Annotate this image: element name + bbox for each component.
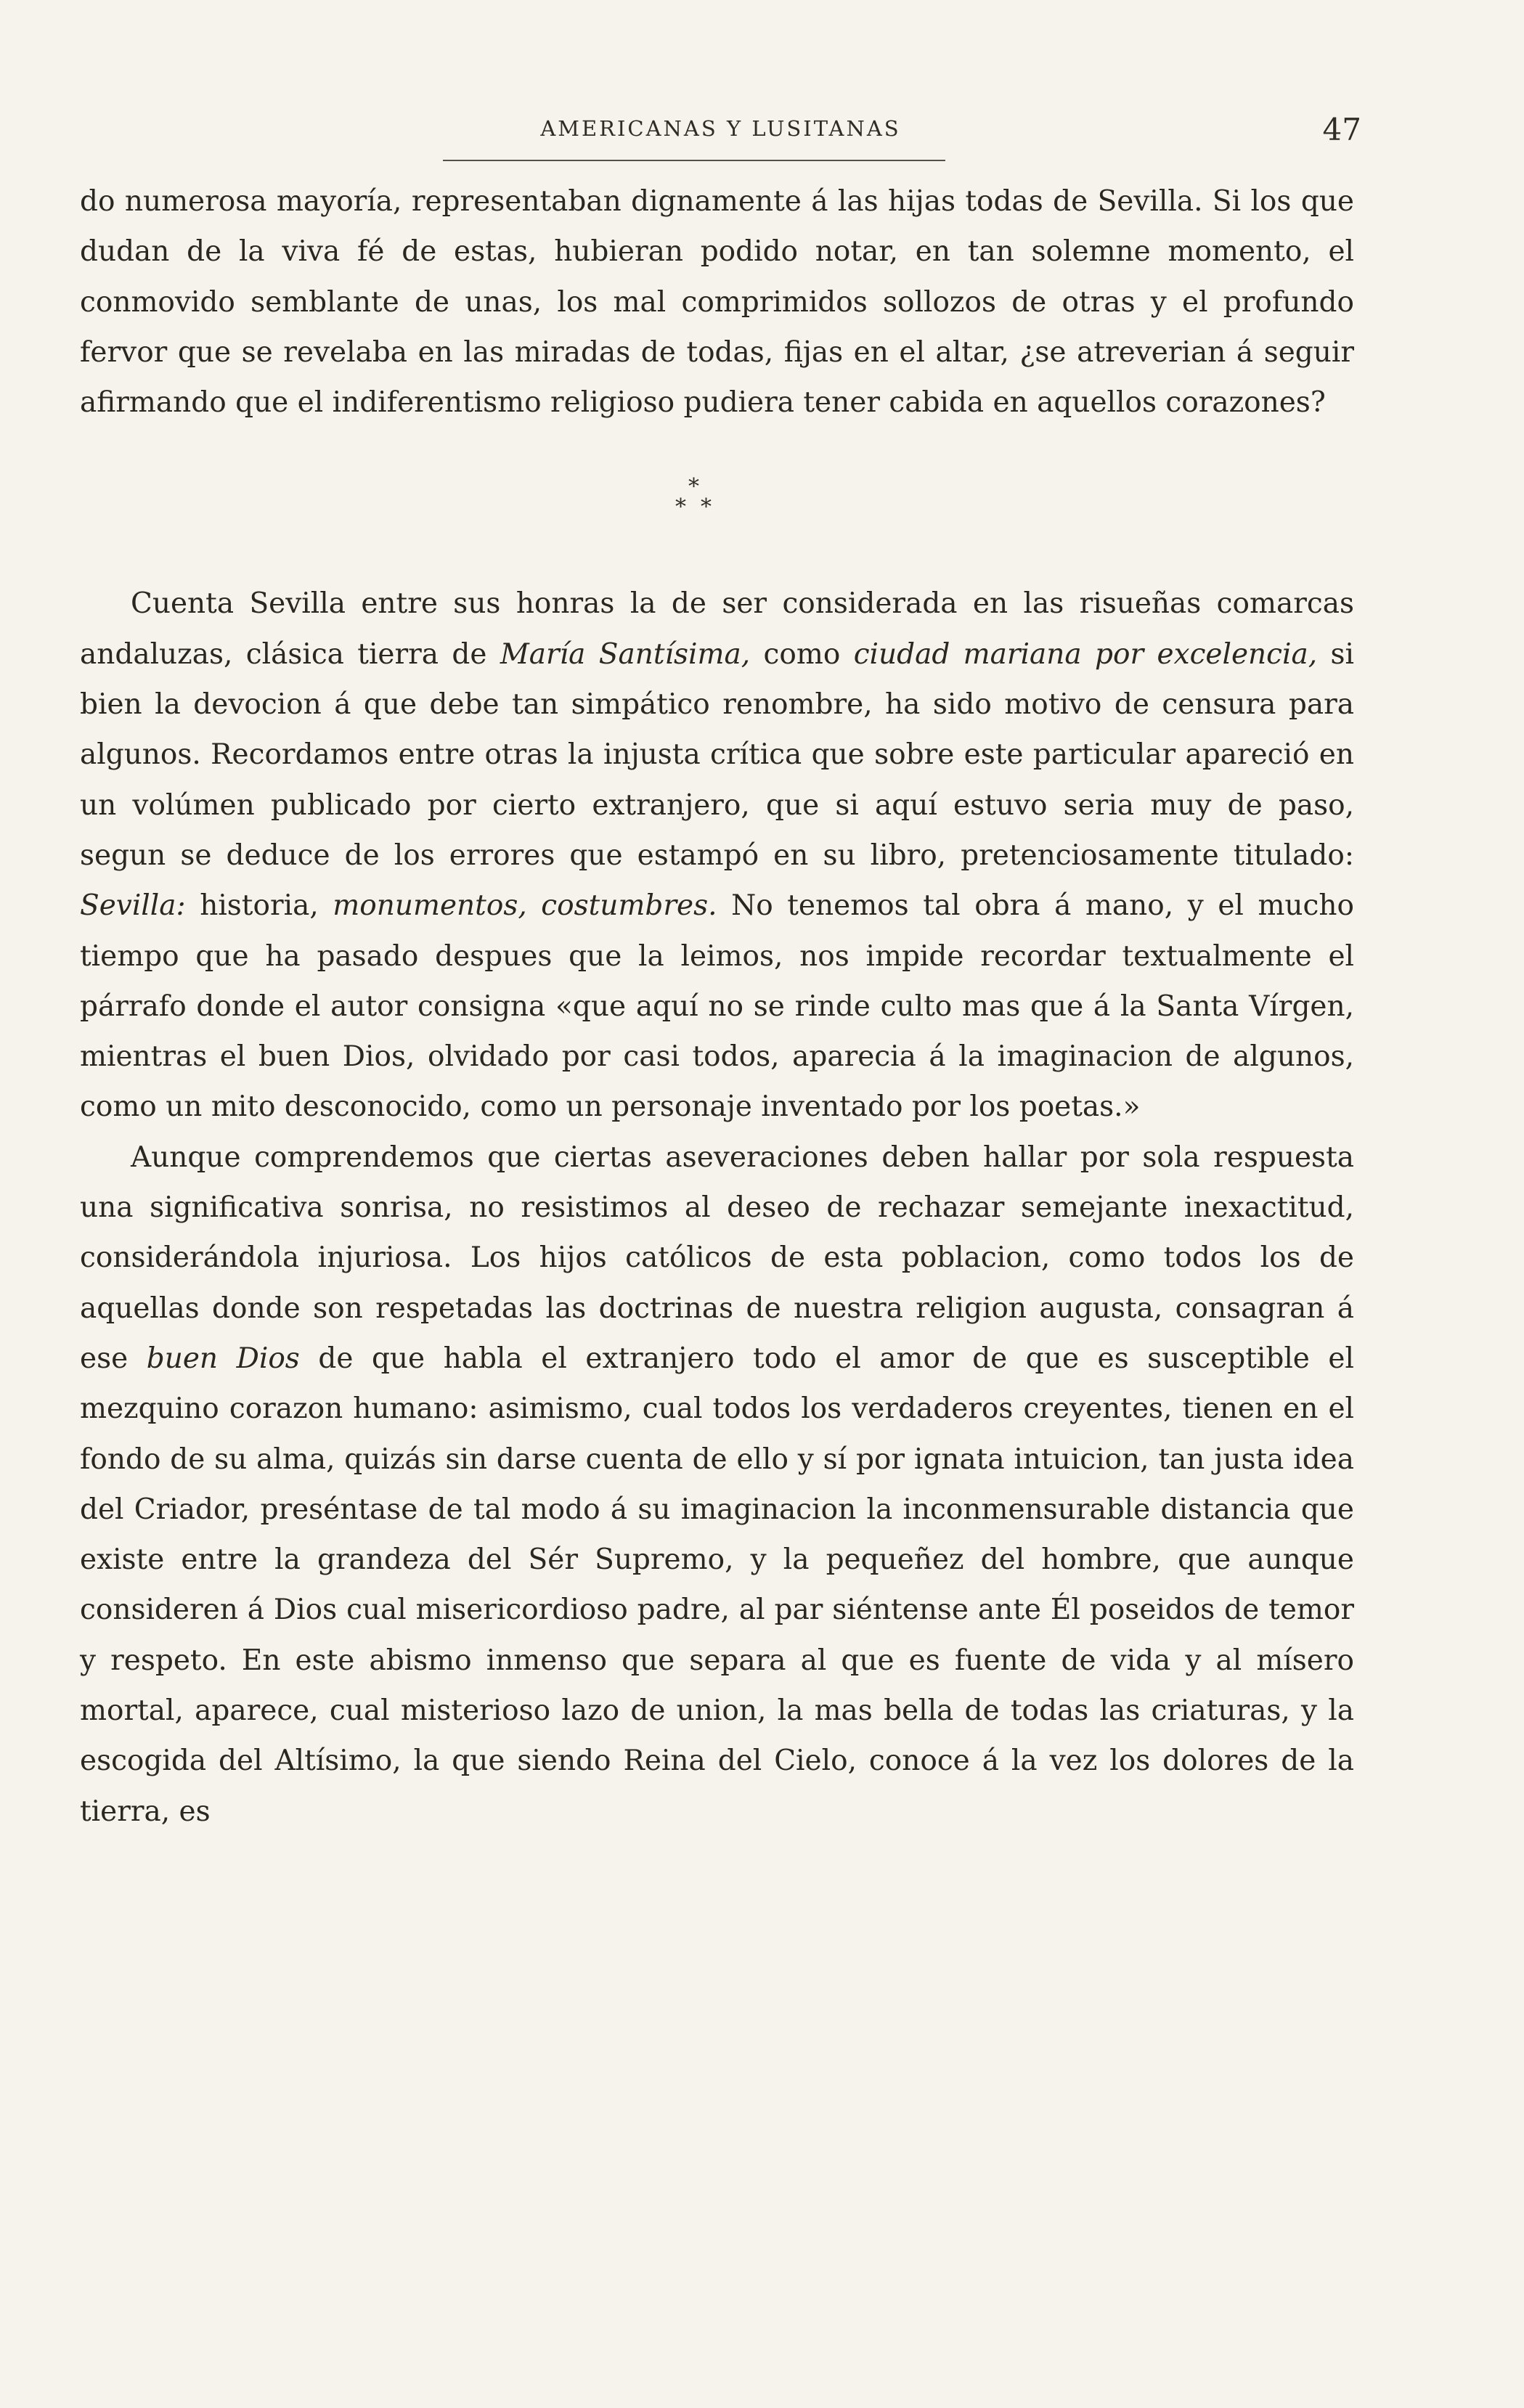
asterism-star: * [688, 474, 699, 500]
paragraph-text: Cuenta Sevilla entre sus honras la de ser considerada en las risueñas comarcas andaluzas, clásica tierra de [80, 587, 1354, 671]
paragraph-sevilla-honras [80, 579, 1354, 1132]
paragraph-text: Aunque comprendemos que ciertas aseveraciones deben hallar por sola respuesta una significativa sonrisa, no resistimos al deseo de rechazar semejante inexactitud, considerándola injuriosa. Los hijos católicos de esta poblacion, como todos los de aquellas donde son respetadas las doctrinas de nuestra religion augusta, consagran á ese [80, 1140, 1354, 1375]
paragraph-text: como [750, 637, 854, 671]
paragraph-aunque [80, 1132, 1354, 1837]
asterism-star: * [701, 494, 712, 521]
paragraph-text: historia, [185, 889, 333, 923]
page-header [80, 112, 1361, 160]
italic-phrase: buen Dios [146, 1342, 300, 1375]
italic-phrase: ciudad mariana por excelencia, [853, 637, 1318, 671]
paragraph-text: No tenemos tal obra á mano, y el mucho tiempo que ha pasado despues que la leimos, nos impide recordar textualmente el párrafo donde el autor consigna «que aquí no se rinde culto mas que á la Santa Vírgen, mientras el buen Dios, olvidado por casi todos, aparecia á la imaginacion de algunos, como un mito desconocido, como un personaje inventado por los poetas.» [80, 889, 1354, 1124]
book-title-italic: monumentos, costumbres. [333, 889, 717, 923]
body-text [80, 176, 1354, 1837]
asterism-divider [80, 428, 1354, 579]
running-title: AMERICANAS Y LUSITANAS [540, 116, 901, 141]
paragraph-text: de que habla el extranjero todo el amor de que es susceptible el mezquino corazon humano: asimismo, cual todos los verdaderos creyentes, tienen en el fondo de su alma, quizás sin darse cuenta de ello y sí por ignata intuicion, tan justa idea del Criador, preséntase de tal modo á su imaginacion la inconmensurable distancia que existe entre la grandeza del Sér Supremo, y la pequeñez del hombre, que aunque consideren á Dios cual misericordioso padre, al par siéntense ante Él poseidos de temor y respeto. En este abismo inmenso que separa al que es fuente de vida y al mísero mortal, aparece, cual misterioso lazo de union, la mas bella de todas las criaturas, y la escogida del Altísimo, la que siendo Reina del Cielo, conoce á la vez los dolores de la tierra, es [80, 1342, 1354, 1828]
page-number: 47 [1322, 112, 1361, 147]
italic-phrase: María Santísima, [500, 637, 751, 671]
header-rule [443, 160, 945, 161]
book-title-italic: Sevilla: [80, 889, 186, 923]
asterism-star: * [675, 494, 686, 521]
paragraph-text: do numerosa mayoría, representaban dignamente á las hijas todas de Sevilla. Si los que dudan de la viva fé de estas, hubieran podido notar, en tan solemne momento, el conmovido semblante de unas, los mal comprimidos sollozos de otras y el profundo fervor que se revelaba en las miradas de todas, fijas en el altar, ¿se atreverian á seguir afirmando que el indiferentismo religioso pudiera tener cabida en aquellos corazones? [80, 185, 1354, 420]
paragraph-text: si bien la devocion á que debe tan simpático renombre, ha sido motivo de censura para algunos. Recordamos entre otras la injusta crítica que sobre este particular apareció en un volúmen publicado por cierto extranjero, que si aquí estuvo seria muy de paso, segun se deduce de los errores que estampó en su libro, pretenciosamente titulado: [80, 637, 1354, 872]
paragraph-continued [80, 176, 1354, 428]
